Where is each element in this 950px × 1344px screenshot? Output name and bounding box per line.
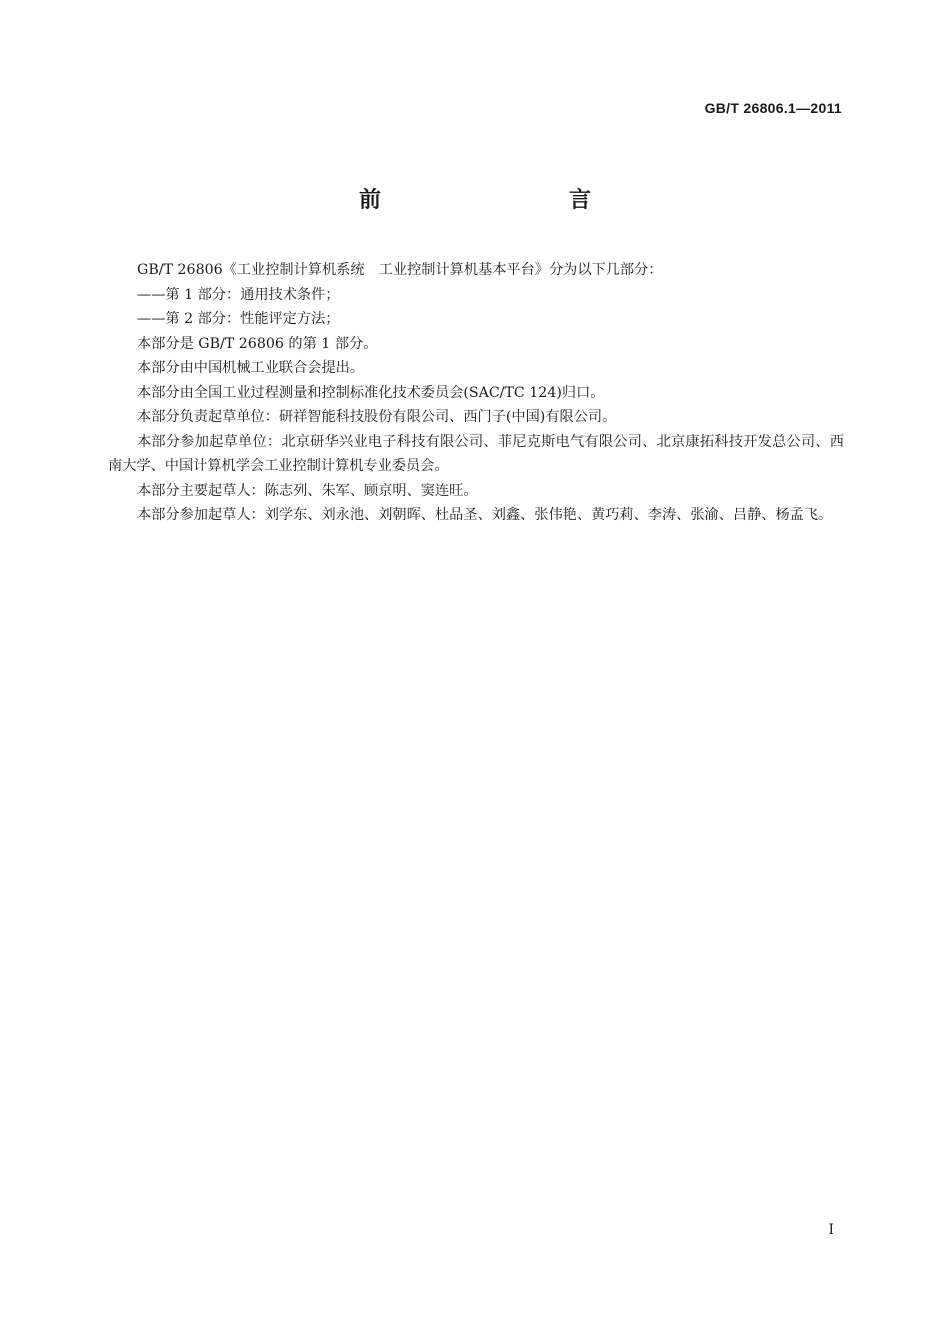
paragraph-part-1: ——第 1 部分：通用技术条件； <box>137 286 340 303</box>
paragraph-part-2: ——第 2 部分：性能评定方法； <box>137 311 340 327</box>
paragraph-scope: 本部分是 GB/T 26806 的第 1 部分。 <box>137 335 378 352</box>
foreword-body <box>108 258 844 528</box>
paragraph-drafting-units: 本部分负责起草单位：研祥智能科技股份有限公司、西门子(中国)有限公司。 <box>137 409 617 425</box>
paragraph-participating-units: 本部分参加起草单位：北京研华兴业电子科技有限公司、菲尼克斯电气有限公司、北京康拓科技开发总公司、西南大学、中国计算机学会工业控制计算机专业委员会。 <box>108 433 844 474</box>
paragraph-participating-drafters: 本部分参加起草人：刘学东、刘永池、刘朝晖、杜品圣、刘鑫、张伟艳、黄巧莉、李涛、张渝、吕静、杨孟飞。 <box>137 507 833 523</box>
paragraph-administered-by: 本部分由全国工业过程测量和控制标准化技术委员会(SAC/TC 124)归口。 <box>137 384 605 401</box>
paragraph-main-drafters: 本部分主要起草人：陈志列、朱军、顾京明、窦连旺。 <box>137 482 478 499</box>
page-title: 前 言 <box>358 188 639 213</box>
paragraph-proposed-by: 本部分由中国机械工业联合会提出。 <box>137 360 365 376</box>
page-number: I <box>828 1222 834 1238</box>
standard-number: GB/T 26806.1—2011 <box>704 100 842 116</box>
paragraph-parts-intro: GB/T 26806《工业控制计算机系统 工业控制计算机基本平台》分为以下几部分： <box>137 262 663 278</box>
